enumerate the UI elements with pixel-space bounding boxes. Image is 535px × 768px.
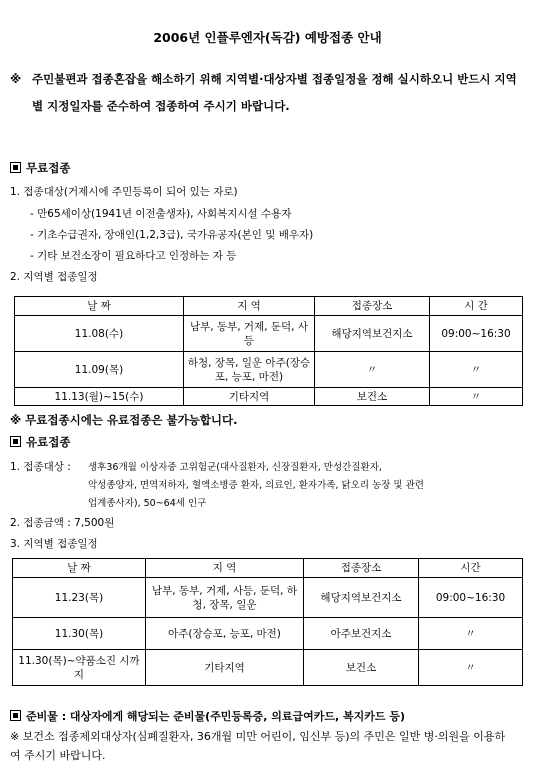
paid-schedule-label: 3. 지역별 접종일정	[10, 538, 98, 550]
region-cell: 기타지역	[184, 388, 315, 406]
table-row	[15, 352, 523, 388]
date-cell: 11.30(목)~약품소진 시까지	[13, 650, 146, 686]
date-cell: 11.09(목)	[15, 352, 184, 388]
reference-mark: ※	[10, 72, 22, 86]
time-cell: 09:00~16:30	[430, 316, 523, 352]
column-header: 날 짜	[15, 297, 184, 316]
time-cell: 〃	[419, 650, 523, 686]
column-header: 시간	[419, 559, 523, 578]
free-target-item: - 만65세이상(1941년 이전출생자), 사회복지시설 수용자	[30, 208, 292, 220]
date-cell: 11.23(목)	[13, 578, 146, 618]
free-schedule-label: 2. 지역별 접종일정	[10, 271, 98, 283]
square-bullet-icon	[10, 436, 21, 447]
free-heading-text: 무료접종	[26, 161, 71, 175]
place-cell: 보건소	[304, 650, 419, 686]
page-title: 2006년 인플루엔자(독감) 예방접종 안내	[153, 30, 382, 45]
paid-target-line: 업계종사자), 50~64세 인구	[88, 498, 207, 509]
date-cell: 11.30(목)	[13, 618, 146, 650]
date-cell: 11.08(수)	[15, 316, 184, 352]
square-bullet-icon	[10, 162, 21, 173]
date-cell: 11.13(월)~15(수)	[15, 388, 184, 406]
notice-text: 주민불편과 접종혼잡을 해소하기 위해 지역별·대상자별 접종일정을 정해 실시하오니 반드시 지역별 지정일자를 준수하여 접종하여 주시기 바랍니다.	[32, 72, 517, 113]
place-cell: 해당지역보건지소	[315, 316, 430, 352]
place-cell: 아주보건지소	[304, 618, 419, 650]
table-row	[13, 578, 523, 618]
time-cell: 09:00~16:30	[419, 578, 523, 618]
region-cell: 남부, 동부, 거제, 둔덕, 사등	[184, 316, 315, 352]
table-row	[15, 316, 523, 352]
paid-target-line: 생후36개월 이상자중 고위험군(대사질환자, 신장질환자, 만성간질환자,	[88, 462, 382, 473]
prep-text: 준비물 : 대상자에게 해당되는 준비물(주민등록증, 의료급여카드, 복지카드 등)	[26, 710, 406, 723]
paid-fee: 2. 접종금액 : 7,500원	[10, 517, 115, 529]
region-cell: 남부, 동부, 거제, 사등, 둔덕, 하청, 장목, 일운	[146, 578, 304, 618]
notice-paragraph	[10, 66, 522, 120]
table-row	[15, 388, 523, 406]
column-header: 지 역	[184, 297, 315, 316]
table-row	[13, 618, 523, 650]
column-header: 지 역	[146, 559, 304, 578]
paid-heading-text: 유료접종	[26, 435, 71, 449]
table-row	[13, 650, 523, 686]
paid-target-label: 1. 접종대상 :	[10, 461, 71, 473]
free-schedule-table	[14, 296, 523, 406]
region-cell: 하청, 장목, 일운 아주(장승포, 능포, 마전)	[184, 352, 315, 388]
column-header: 접종장소	[304, 559, 419, 578]
region-cell: 아주(장승포, 능포, 마전)	[146, 618, 304, 650]
column-header: 날 짜	[13, 559, 146, 578]
footnote: ※ 보건소 접종제외대상자(심폐질환자, 36개월 미만 어린이, 임신부 등)의 주민은 일반 병·의원을 이용하여 주시기 바랍니다.	[10, 730, 506, 762]
paid-section-heading	[10, 434, 70, 450]
region-cell: 기타지역	[146, 650, 304, 686]
time-cell: 〃	[430, 388, 523, 406]
place-cell: 해당지역보건지소	[304, 578, 419, 618]
free-target-item: - 기타 보건소장이 필요하다고 인정하는 자 등	[30, 250, 237, 262]
paid-schedule-table	[12, 558, 523, 686]
column-header: 접종장소	[315, 297, 430, 316]
time-cell: 〃	[430, 352, 523, 388]
table-header-row	[13, 559, 523, 578]
free-note: ※ 무료접종시에는 유료접종은 불가능합니다.	[10, 413, 238, 427]
table-header-row	[15, 297, 523, 316]
place-cell: 보건소	[315, 388, 430, 406]
place-cell: 〃	[315, 352, 430, 388]
free-target-item: - 기초수급권자, 장애인(1,2,3급), 국가유공자(본인 및 배우자)	[30, 229, 314, 241]
free-target-label: 1. 접종대상(거제시에 주민등록이 되어 있는 자로)	[10, 186, 238, 198]
prep-line	[10, 708, 405, 724]
time-cell: 〃	[419, 618, 523, 650]
column-header: 시 간	[430, 297, 523, 316]
free-section-heading	[10, 160, 70, 176]
paid-target-line: 악성종양자, 면역저하자, 혈액소병증 환자, 의료인, 환자가족, 닭오리 농장 및 관련	[88, 480, 424, 491]
square-bullet-icon	[10, 710, 21, 721]
